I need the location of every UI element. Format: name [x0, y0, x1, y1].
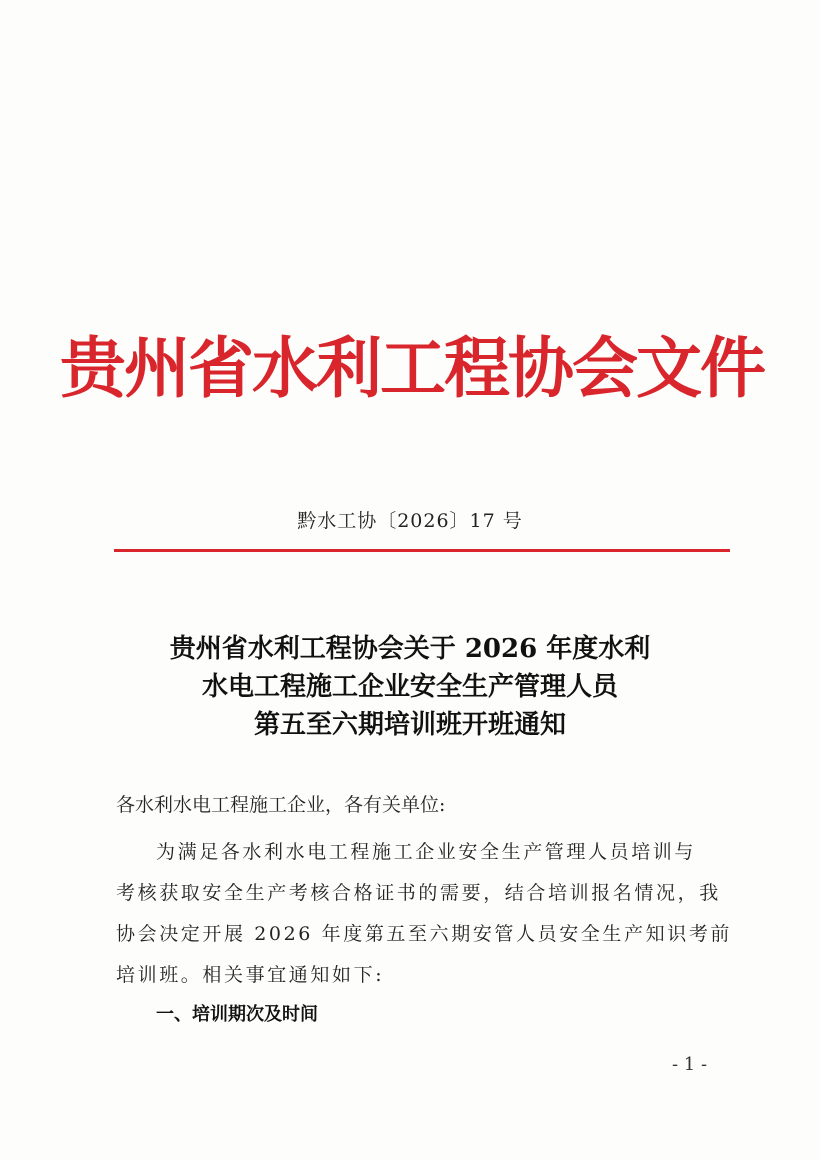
masthead-title: 贵州省水利工程协会文件 — [60, 329, 764, 407]
paragraph-line-3: 协会决定开展 2026 年度第五至六期安管人员安全生产知识考前 — [116, 923, 733, 945]
paragraph-line-2: 考核获取安全生产考核合格证书的需要，结合培训报名情况，我 — [116, 882, 721, 904]
document-number: 黔水工协〔2026〕17 号 — [297, 510, 523, 532]
notice-title — [90, 630, 730, 744]
notice-title-line-2: 水电工程施工企业安全生产管理人员 — [201, 672, 618, 702]
red-divider-line — [114, 549, 730, 552]
notice-title-line-3: 第五至六期培训班开班通知 — [253, 710, 566, 740]
notice-title-line-1: 贵州省水利工程协会关于 2026 年度水利 — [169, 634, 651, 664]
paragraph-line-4: 培训班。相关事宜通知如下: — [116, 964, 385, 986]
page-number: - 1 - — [672, 1054, 708, 1075]
salutation: 各水利水电工程施工企业，各有关单位: — [116, 794, 446, 816]
paragraph-line-1: 为满足各水利水电工程施工企业安全生产管理人员培训与 — [156, 841, 697, 863]
section-heading: 一、培训期次及时间 — [156, 1004, 318, 1025]
body-paragraph — [116, 832, 736, 996]
